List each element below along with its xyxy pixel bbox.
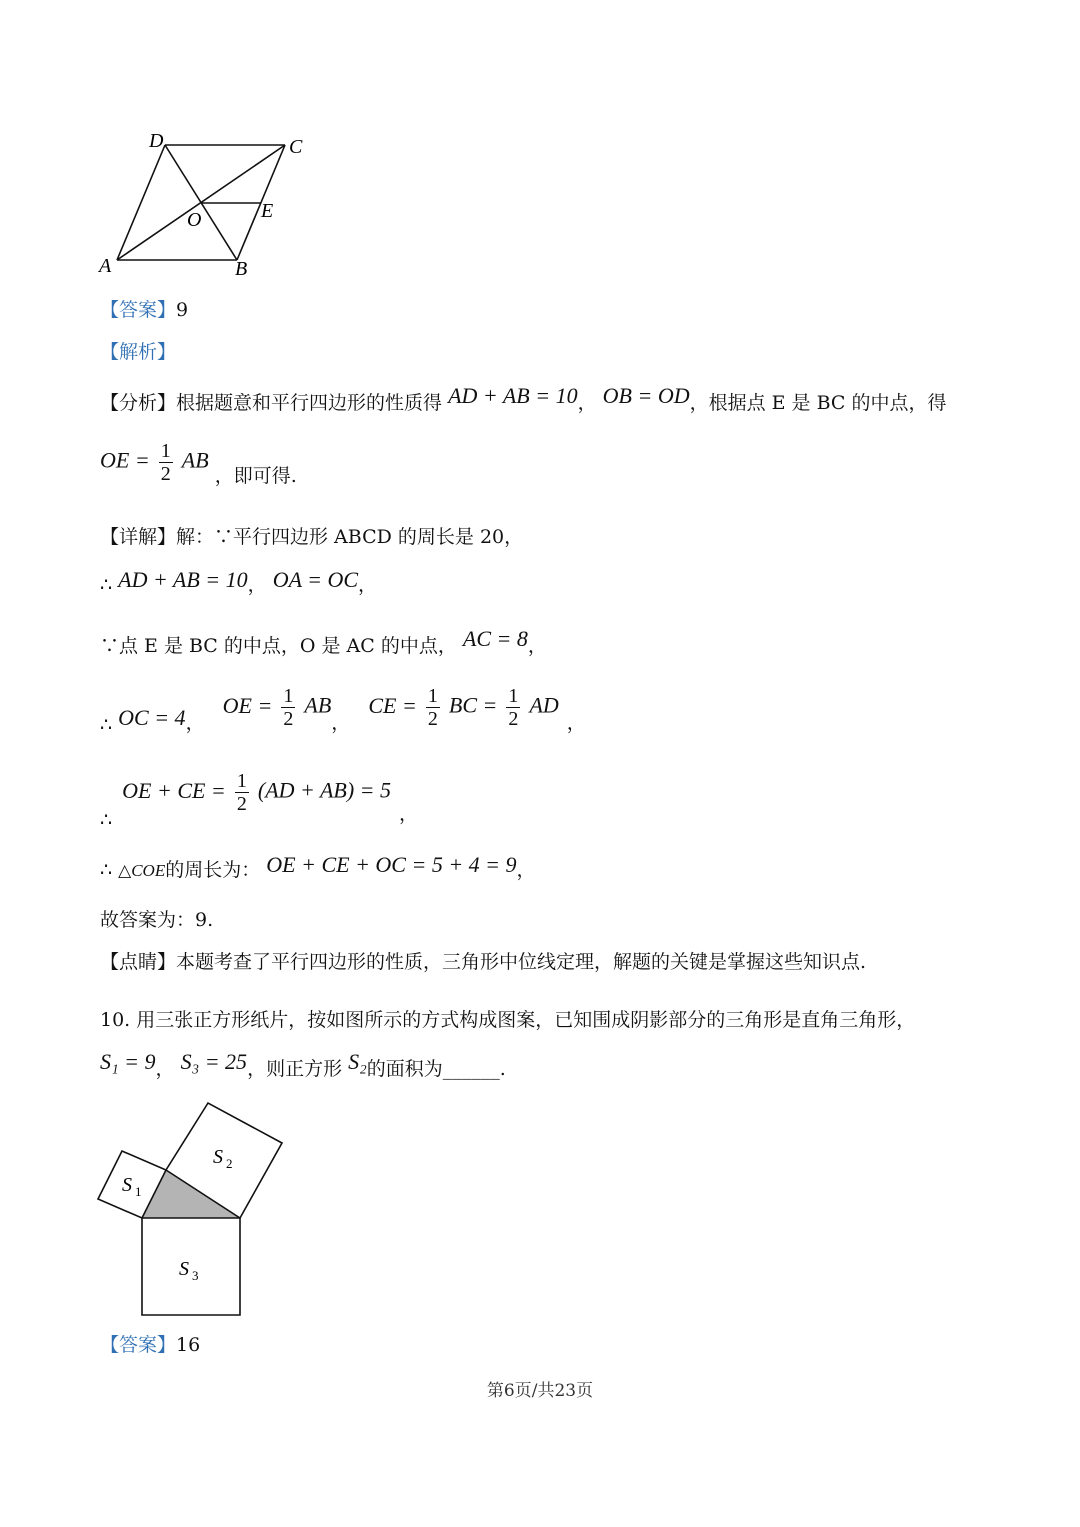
answer-tag: 【答案】 — [100, 1334, 177, 1356]
therefore-symbol: ∴ — [100, 713, 113, 736]
fraction-half — [506, 685, 520, 730]
detail-tag: 【详解】 — [100, 526, 177, 548]
detail-end: ， — [358, 574, 378, 596]
fraction-numerator: 1 — [236, 770, 247, 792]
label-b: B — [235, 258, 248, 280]
question-10-line-2 — [100, 1049, 506, 1081]
analysis-tag: 【解析】 — [100, 341, 177, 363]
therefore-symbol: ∴ — [100, 859, 113, 881]
analysis-eq-3-right: AB — [181, 447, 209, 473]
detail-eq-oc: OC = 4 — [118, 704, 186, 730]
detail-line-4 — [100, 685, 586, 745]
detail-line-3 — [100, 626, 547, 658]
squares-figure — [90, 1095, 290, 1320]
answer-tag: 【答案】 — [100, 299, 177, 321]
question-s1: S₁ = 9 — [100, 1049, 156, 1074]
analysis-eq-3-left: OE = — [100, 447, 150, 473]
label-e: E — [261, 200, 274, 222]
fraction-denominator: 2 — [508, 708, 519, 730]
label-s2: S — [213, 1146, 223, 1168]
question-text-2: 的面积为______. — [366, 1058, 506, 1080]
question-text: ，则正方形 — [247, 1058, 343, 1080]
detail-eq-oa-oc: OA = OC — [272, 567, 359, 592]
detail-end: ， — [566, 711, 586, 734]
question-sep: ， — [155, 1058, 175, 1080]
fraction-half — [426, 685, 440, 730]
detail-eq-ce-right: AD — [529, 692, 559, 718]
detail-line-2 — [100, 567, 378, 597]
answer-line-2 — [100, 1333, 200, 1357]
detail-sep: ， — [331, 711, 351, 734]
analysis-fenxi-tag: 【分析】 — [100, 392, 177, 414]
analysis-sep-1: ， — [577, 392, 597, 414]
square-s3 — [142, 1218, 240, 1315]
question-s3: S₃ = 25 — [180, 1049, 248, 1074]
detail-eq-ad-ab: AD + AB = 10 — [118, 567, 248, 592]
fraction-numerator: 1 — [508, 685, 519, 707]
question-10-line-1: 10. 用三张正方形纸片，按如图所示的方式构成图案，已知围成阴影部分的三角形是直角三角形， — [100, 1009, 916, 1031]
detail-end-3: ， — [527, 635, 547, 657]
analysis-text-1: 根据题意和平行四边形的性质得 — [176, 392, 443, 414]
analysis-eq-2: OB = OD — [602, 383, 690, 408]
label-s1-sub: 1 — [135, 1184, 142, 1199]
detail-sep: ， — [185, 711, 205, 734]
detail-eq-ce-left: CE = — [368, 692, 417, 718]
fraction-half — [281, 685, 295, 730]
detail-text-1: 解：∵平行四边形 ABCD 的周长是 20， — [176, 526, 524, 548]
detail-line-7: 故答案为：9. — [100, 909, 214, 931]
label-s1: S — [122, 1174, 132, 1196]
detail-eq-sum-right: (AD + AB) = 5 — [257, 777, 392, 803]
detail-line-5 — [100, 770, 418, 830]
detail-end: ， — [399, 802, 419, 825]
therefore-symbol: ∴ — [100, 574, 113, 596]
detail-text-6: 的周长为： — [165, 859, 261, 881]
detail-line-1 — [100, 525, 523, 549]
answer-value: 16 — [176, 1334, 201, 1356]
detail-end: ， — [516, 859, 536, 881]
analysis-line-1 — [100, 383, 947, 415]
fraction-numerator: 1 — [427, 685, 438, 707]
label-d: D — [149, 130, 164, 152]
comment-text: 本题考查了平行四边形的性质，三角形中位线定理，解题的关键是掌握这些知识点. — [176, 951, 867, 973]
fraction-denominator: 2 — [427, 708, 438, 730]
comment-tag: 【点睛】 — [100, 951, 177, 973]
label-s3-sub: 3 — [192, 1268, 199, 1283]
parallelogram-figure — [95, 125, 325, 280]
label-o: O — [187, 209, 202, 231]
label-s2-sub: 2 — [226, 1156, 233, 1171]
answer-line-1 — [100, 298, 188, 322]
detail-sep: ， — [247, 574, 267, 596]
fraction-numerator: 1 — [160, 440, 171, 462]
fraction-half — [235, 770, 249, 815]
detail-text-3: ∵点 E 是 BC 的中点，O 是 AC 的中点， — [100, 635, 457, 657]
fraction-numerator: 1 — [283, 685, 294, 707]
detail-eq-sum-left: OE + CE = — [122, 777, 226, 803]
analysis-fraction — [159, 440, 173, 485]
fraction-denominator: 2 — [160, 463, 171, 485]
analysis-text-2: ，根据点 E 是 BC 的中点，得 — [689, 392, 947, 414]
detail-eq-oe-right: AB — [304, 692, 332, 718]
therefore-symbol: ∴ — [100, 808, 113, 831]
analysis-line-2 — [100, 440, 297, 500]
analysis-text-3: ，即可得. — [214, 464, 297, 487]
label-a: A — [99, 255, 112, 277]
question-s2: S₂ — [348, 1049, 367, 1074]
label-s3: S — [179, 1258, 189, 1280]
detail-line-6 — [100, 852, 536, 883]
detail-eq-ac: AC = 8 — [462, 626, 528, 651]
comment-line — [100, 950, 866, 974]
analysis-eq-1: AD + AB = 10 — [448, 383, 578, 408]
label-c: C — [289, 136, 303, 158]
detail-eq-perimeter: OE + CE + OC = 5 + 4 = 9 — [266, 852, 517, 877]
fraction-denominator: 2 — [283, 708, 294, 730]
detail-eq-ce-mid: BC = — [448, 692, 498, 718]
page-footer: 第6页/共23页 — [486, 1381, 594, 1401]
shaded-right-triangle — [142, 1170, 240, 1218]
fraction-denominator: 2 — [236, 793, 247, 815]
answer-value: 9 — [176, 299, 189, 321]
detail-eq-oe-left: OE = — [222, 692, 273, 718]
triangle-coe: △COE — [118, 861, 166, 880]
